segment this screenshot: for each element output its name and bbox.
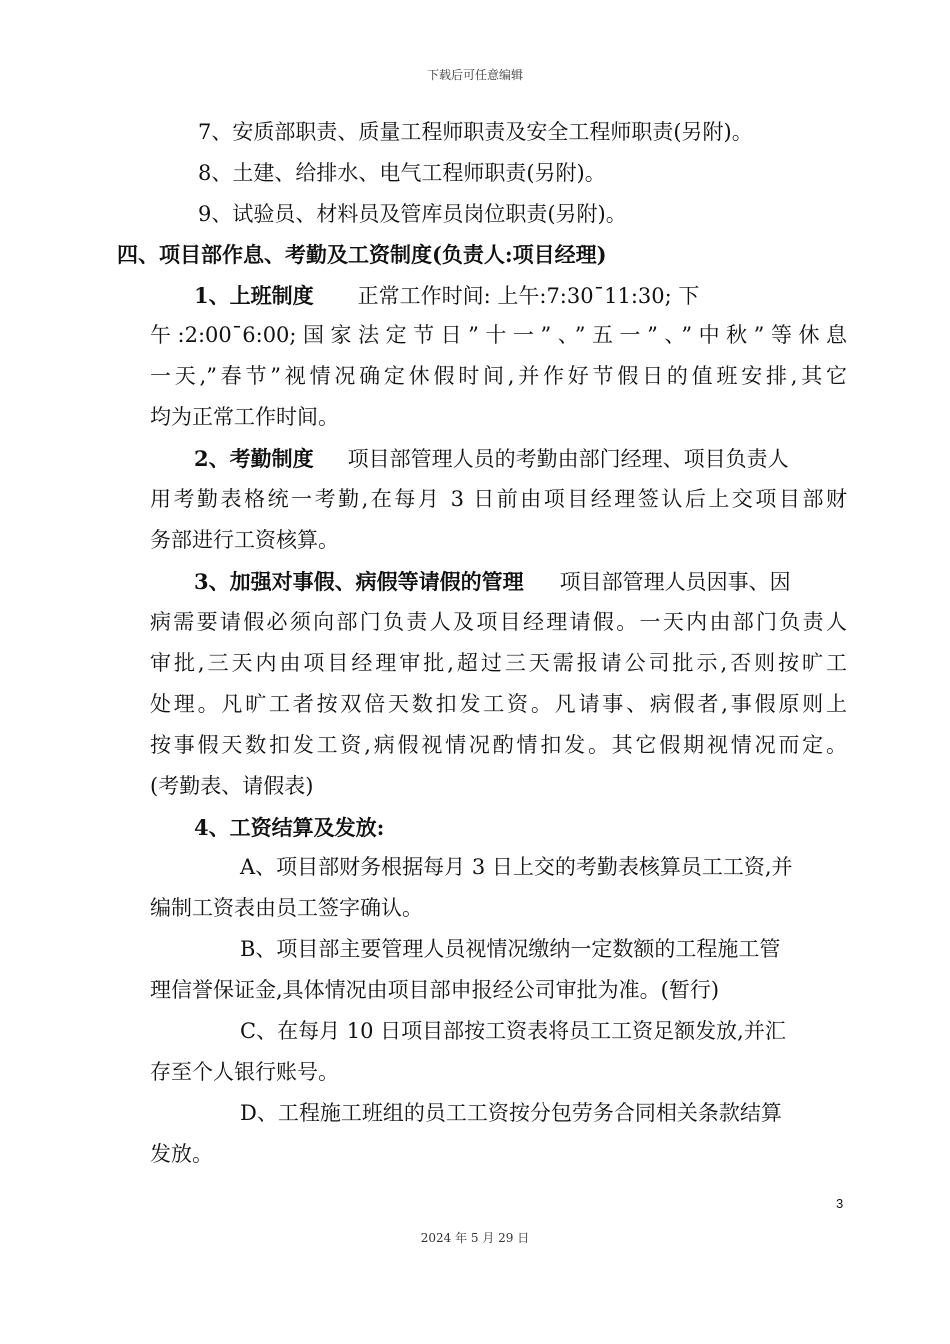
list-item-9: 9、试验员、材料员及管库员岗位职责(另附)。 — [198, 202, 627, 226]
p2-line3: 务部进行工资核算。 — [150, 528, 339, 552]
p4-item-d-line1: D、工程施工班组的员工工资按分包劳务合同相关条款结算 — [240, 1101, 782, 1125]
p3-line2: 病需要请假必须向部门负责人及项目经理请假。一天内由部门负责人 — [150, 610, 847, 634]
p1-line2: 午:2:00¯6:00;国家法定节日”十一”、”五一”、”中秋”等休息 — [150, 323, 847, 347]
p3-line4: 处理。凡旷工者按双倍天数扣发工资。凡请事、病假者,事假原则上 — [150, 692, 847, 716]
p3-line3: 审批,三天内由项目经理审批,超过三天需报请公司批示,否则按旷工 — [150, 651, 847, 675]
p3-title: 3、加强对事假、病假等请假的管理 — [194, 569, 524, 594]
p4-item-c-line2: 存至个人银行账号。 — [150, 1060, 339, 1084]
page-header: 下载后可任意编辑 — [426, 68, 523, 82]
list-item-7: 7、安质部职责、质量工程师职责及安全工程师职责(另附)。 — [198, 120, 753, 144]
list-item-8: 8、土建、给排水、电气工程师职责(另附)。 — [198, 161, 606, 185]
p3-line5: 按事假天数扣发工资,病假视情况酌情扣发。其它假期视情况而定。 — [150, 733, 847, 757]
p4-item-c-line1: C、在每月 10 日项目部按工资表将员工工资足额发放,并汇 — [240, 1019, 786, 1043]
p4-item-b-line1: B、项目部主要管理人员视情况缴纳一定数额的工程施工管 — [240, 937, 781, 961]
p1-first-line — [194, 285, 847, 307]
p4-title: 4、工资结算及发放: — [194, 815, 385, 840]
p2-first-line — [194, 448, 789, 470]
p2-line1-text: 项目部管理人员的考勤由部门经理、项目负责人 — [347, 447, 789, 471]
footer-date: 2024 年 5 月 29 日 — [420, 1231, 530, 1245]
p4-item-a-line1: A、项目部财务根据每月 3 日上交的考勤表核算员工工资,并 — [240, 855, 793, 879]
p4-item-b-line2: 理信誉保证金,具体情况由项目部申报经公司审批为准。(暂行) — [150, 978, 720, 1002]
p3-line6: (考勤表、请假表) — [150, 774, 314, 798]
page-number: 3 — [836, 1196, 844, 1211]
p1-line4: 均为正常工作时间。 — [150, 405, 339, 429]
p1-line3: 一天,”春节”视情况确定休假时间,并作好节假日的值班安排,其它 — [150, 364, 847, 388]
p2-line2: 用考勤表格统一考勤,在每月 3 日前由项目经理签认后上交项目部财 — [150, 487, 847, 511]
p1-title: 1、上班制度 — [194, 283, 314, 308]
p4-item-d-line2: 发放。 — [150, 1142, 213, 1166]
p3-first-line — [194, 571, 791, 593]
section-heading: 四、项目部作息、考勤及工资制度(负责人:项目经理) — [117, 242, 607, 267]
p1-line1-text: 正常工作时间: 上午:7:30¯11:30; 下 — [357, 284, 700, 308]
p2-title: 2、考勤制度 — [194, 446, 314, 471]
p4-item-a-line2: 编制工资表由员工签字确认。 — [150, 896, 423, 920]
p3-line1-text: 项目部管理人员因事、因 — [559, 570, 791, 594]
